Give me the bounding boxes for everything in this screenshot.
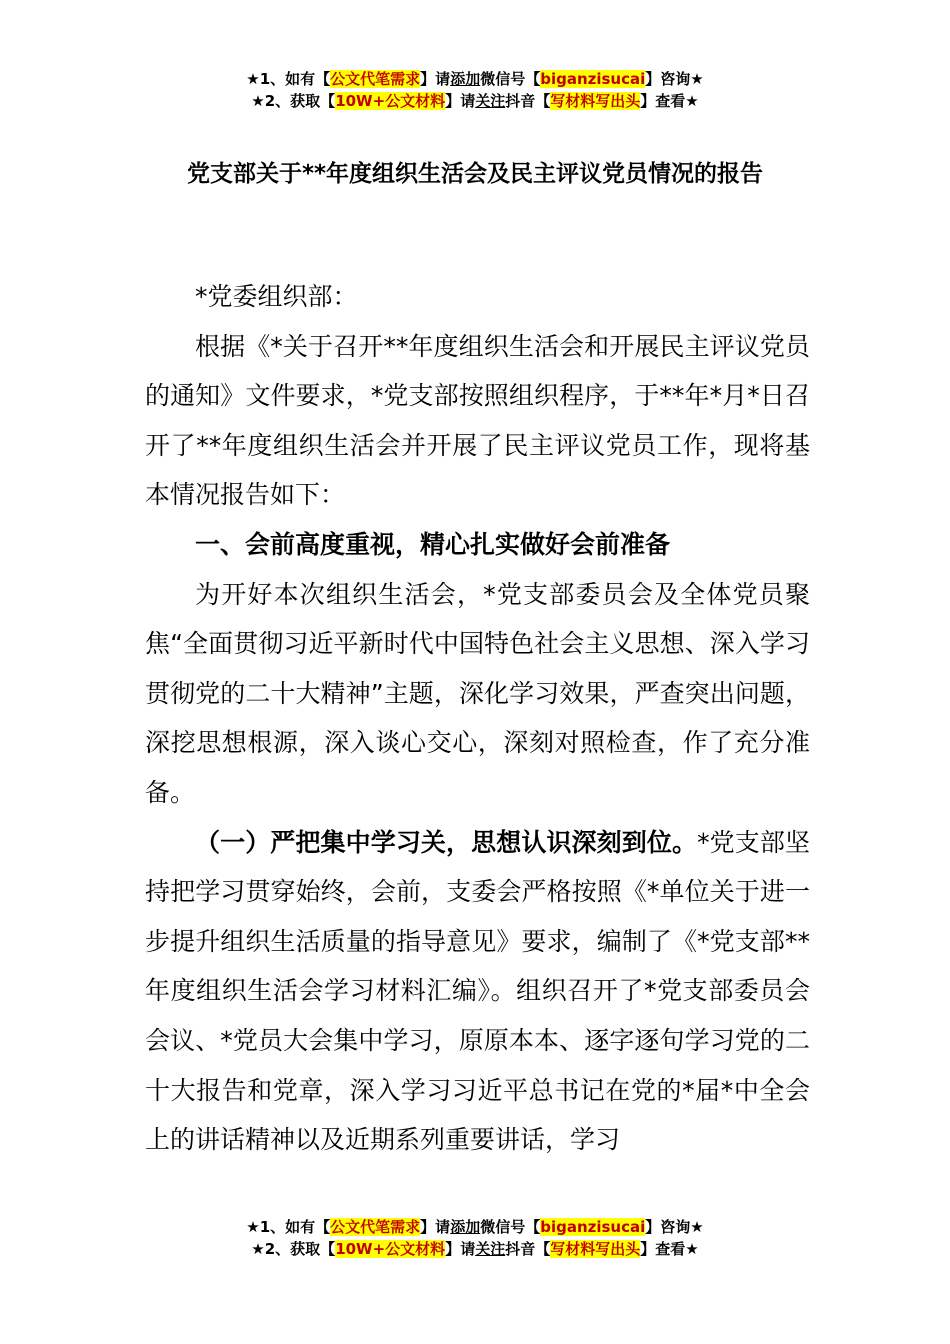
promo-text: 】请 [445, 92, 476, 110]
intro-paragraph: 根据《*关于召开**年度组织生活会和开展民主评议党员的通知》文件要求，*党支部按照组织程序，于**年*月*日召开了**年度组织生活会并开展了民主评议党员工作，现将基本情况报告如下： [145, 331, 810, 510]
promo-text: 抖音【 [505, 1240, 551, 1258]
footer-promo-banner [0, 1216, 950, 1260]
promo-line-2 [0, 90, 950, 112]
promo-underline: 添加 [450, 1218, 481, 1236]
promo-line-1 [0, 1216, 950, 1238]
promo-underline: 关注 [475, 1240, 506, 1258]
promo-text: ★1、如有【 [246, 1218, 331, 1236]
section-1-heading: 一、会前高度重视，精心扎实做好会前准备 [195, 529, 671, 559]
promo-text: 】咨询★ [645, 70, 704, 88]
document-body [145, 272, 810, 1165]
promo-highlight: 10W+公文材料 [335, 1240, 446, 1258]
promo-text: 】请 [445, 1240, 476, 1258]
promo-highlight: biganzisucai [540, 1218, 646, 1236]
salutation: *党委组织部： [195, 282, 358, 311]
promo-underline: 添加 [450, 70, 481, 88]
promo-text: 微信号【 [480, 70, 541, 88]
subsection-1-heading: （一）严把集中学习关，思想认识深刻到位。 [195, 827, 698, 857]
promo-text: 】查看★ [640, 1240, 699, 1258]
promo-text: 微信号【 [480, 1218, 541, 1236]
document-title: 党支部关于**年度组织生活会及民主评议党员情况的报告 [186, 161, 764, 187]
promo-highlight: 写材料写出头 [550, 1240, 641, 1258]
promo-highlight: 写材料写出头 [550, 92, 641, 110]
promo-text: 】咨询★ [645, 1218, 704, 1236]
subsection-1-paragraph [145, 818, 810, 1165]
subsection-1-text: *党支部坚持把学习贯穿始终，会前，支委会严格按照《*单位关于进一步提升组织生活质量的指导意见》要求，编制了《*党支部**年度组织生活会学习材料汇编》。组织召开了*党支部委员会会议、*党员大会集中学习，原原本本、逐字逐句学习党的二十大报告和党章，深入学习习近平总书记在党的*届*中全会上的讲话精神以及近期系列重要讲话，学习 [145, 827, 810, 1155]
promo-text: 】查看★ [640, 92, 699, 110]
promo-text: 抖音【 [505, 92, 551, 110]
promo-line-2 [0, 1238, 950, 1260]
promo-highlight: 公文代笔需求 [330, 1218, 421, 1236]
promo-text: ★2、获取【 [251, 92, 336, 110]
section-1-paragraph: 为开好本次组织生活会，*党支部委员会及全体党员聚焦“全面贯彻习近平新时代中国特色社会主义思想、深入学习贯彻党的二十大精神”主题，深化学习效果，严查突出问题，深挖思想根源，深入谈心交心，深刻对照检查，作了充分准备。 [145, 579, 810, 807]
promo-text: ★1、如有【 [246, 70, 331, 88]
promo-highlight: 10W+公文材料 [335, 92, 446, 110]
promo-highlight: biganzisucai [540, 70, 646, 88]
promo-line-1 [0, 68, 950, 90]
promo-text: 】请 [420, 1218, 451, 1236]
promo-highlight: 公文代笔需求 [330, 70, 421, 88]
promo-underline: 关注 [475, 92, 506, 110]
header-promo-banner [0, 68, 950, 112]
promo-text: ★2、获取【 [251, 1240, 336, 1258]
promo-text: 】请 [420, 70, 451, 88]
